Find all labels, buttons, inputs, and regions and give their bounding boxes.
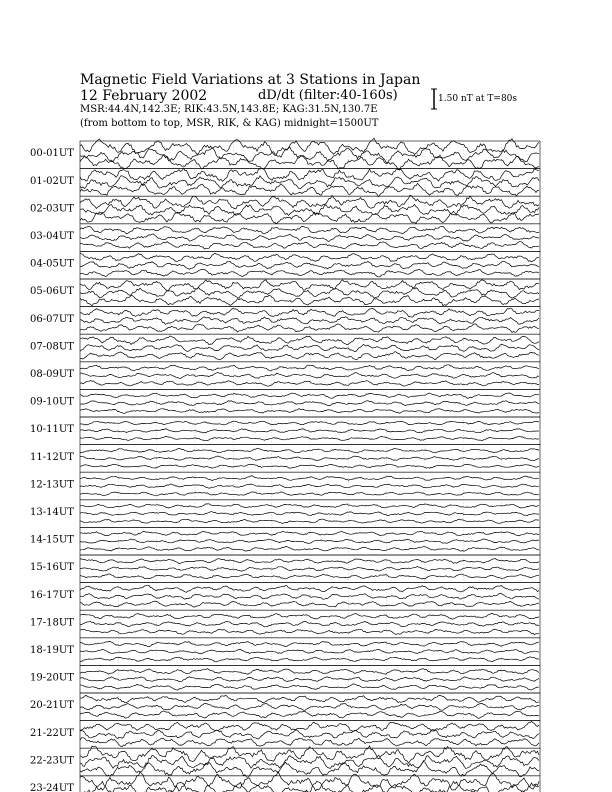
- station-trace: [80, 429, 539, 433]
- station-trace: [80, 183, 539, 196]
- hour-row-label: 21-22UT: [30, 727, 74, 739]
- station-trace: [80, 677, 539, 682]
- hour-row-label: 00-01UT: [30, 148, 74, 160]
- hour-row-label: 23-24UT: [30, 782, 74, 792]
- station-trace: [80, 484, 539, 488]
- station-trace: [80, 226, 539, 234]
- hour-panel: [30, 334, 540, 362]
- panel-frame: [80, 169, 540, 197]
- hour-row-label: 16-17UT: [30, 589, 74, 601]
- station-trace: [80, 409, 539, 414]
- station-trace: [80, 448, 539, 453]
- hour-panel: [30, 224, 540, 252]
- station-trace: [80, 492, 539, 496]
- hour-panel: [30, 362, 540, 390]
- hour-panel: [30, 472, 540, 500]
- hour-panel: [30, 665, 540, 693]
- hour-row-label: 02-03UT: [30, 203, 74, 215]
- hour-row-label: 05-06UT: [30, 286, 74, 298]
- station-trace: [80, 684, 539, 690]
- hour-row-label: 11-12UT: [30, 451, 74, 463]
- station-trace: [80, 730, 539, 739]
- hour-panel: [30, 610, 540, 638]
- hour-row-label: 03-04UT: [30, 230, 74, 242]
- station-trace: [80, 464, 539, 468]
- station-trace: [80, 456, 539, 461]
- panel-frame: [80, 748, 540, 776]
- station-trace: [80, 504, 539, 508]
- station-trace: [80, 781, 539, 792]
- hour-panel: [30, 251, 540, 279]
- panel-frame: [80, 334, 540, 362]
- hour-row-label: 06-07UT: [30, 313, 74, 325]
- station-trace: [80, 703, 539, 710]
- hour-panel: [30, 638, 540, 666]
- hour-panel: [30, 138, 540, 170]
- station-order-note: (from bottom to top, MSR, RIK, & KAG) midnight=1500UT: [80, 118, 379, 129]
- station-trace: [80, 211, 539, 224]
- hour-panel: [30, 389, 540, 417]
- hour-panel: [30, 307, 540, 335]
- station-trace: [80, 373, 539, 379]
- station-trace: [80, 601, 539, 607]
- hour-row-label: 15-16UT: [30, 562, 74, 574]
- panel-frame: [80, 776, 540, 792]
- station-trace: [80, 629, 539, 635]
- hour-panel: [30, 555, 540, 583]
- station-trace: [80, 436, 539, 441]
- hour-row-label: 19-20UT: [30, 672, 74, 684]
- station-trace: [80, 421, 539, 425]
- station-trace: [80, 308, 539, 317]
- hour-row-label: 10-11UT: [30, 424, 74, 436]
- station-coordinates: MSR:44.4N,142.3E; RIK:43.5N,143.8E; KAG:31.5N,130.7E: [80, 104, 378, 115]
- hour-row-label: 20-21UT: [30, 700, 74, 712]
- chart-date: 12 February 2002: [80, 88, 208, 104]
- station-trace: [80, 519, 539, 523]
- station-trace: [80, 722, 539, 732]
- station-trace: [80, 168, 539, 181]
- hour-panel: [30, 445, 540, 473]
- panel-frame: [80, 638, 540, 666]
- panel-frame: [80, 389, 540, 417]
- station-trace: [80, 566, 539, 571]
- station-trace: [80, 138, 539, 154]
- station-trace: [80, 641, 539, 646]
- station-trace: [80, 559, 539, 564]
- hour-panel: [30, 168, 540, 197]
- station-trace: [80, 352, 539, 360]
- station-trace: [80, 772, 539, 791]
- hour-panel: [30, 279, 540, 307]
- station-trace: [80, 621, 539, 626]
- hour-row-label: 01-02UT: [30, 175, 74, 187]
- station-trace: [80, 344, 539, 351]
- station-trace: [80, 613, 539, 619]
- station-trace: [80, 585, 539, 592]
- hour-panel: [30, 195, 540, 224]
- station-trace: [80, 253, 539, 262]
- panel-frame: [80, 417, 540, 445]
- scale-label: 1.50 nT at T=80s: [438, 94, 518, 104]
- station-trace: [80, 711, 539, 719]
- station-trace: [80, 755, 539, 768]
- hour-panel: [30, 721, 540, 749]
- station-trace: [80, 695, 539, 703]
- station-trace: [80, 547, 539, 552]
- hour-panel: [30, 417, 540, 445]
- station-trace: [80, 269, 539, 277]
- hour-row-label: 09-10UT: [30, 396, 74, 408]
- station-trace: [80, 234, 539, 242]
- station-trace: [80, 512, 539, 516]
- component-filter-label: dD/dt (filter:40-160s): [258, 88, 398, 103]
- panel-frame: [80, 665, 540, 693]
- hour-row-label: 13-14UT: [30, 506, 74, 518]
- station-trace: [80, 381, 539, 387]
- station-trace: [80, 762, 539, 778]
- station-trace: [80, 195, 539, 209]
- hour-row-label: 14-15UT: [30, 534, 74, 546]
- hour-panel: [30, 693, 540, 721]
- hour-row-label: 17-18UT: [30, 617, 74, 629]
- station-trace: [80, 393, 539, 398]
- station-trace: [80, 476, 539, 481]
- station-trace: [80, 280, 539, 291]
- station-trace: [80, 401, 539, 406]
- station-trace: [80, 574, 539, 579]
- station-trace: [80, 738, 539, 747]
- hour-row-label: 12-13UT: [30, 479, 74, 491]
- station-trace: [80, 336, 539, 345]
- station-trace: [80, 261, 539, 269]
- station-trace: [80, 669, 539, 675]
- station-trace: [80, 295, 539, 306]
- hour-panel: [30, 583, 540, 611]
- station-trace: [80, 324, 539, 333]
- hour-panel: [30, 500, 540, 528]
- station-trace: [80, 242, 539, 249]
- station-trace: [80, 539, 539, 544]
- station-trace: [80, 317, 539, 325]
- hour-row-label: 18-19UT: [30, 644, 74, 656]
- panel-frame: [80, 610, 540, 638]
- hour-panel: [30, 746, 540, 777]
- hour-row-label: 07-08UT: [30, 341, 74, 353]
- hour-row-label: 08-09UT: [30, 368, 74, 380]
- station-trace: [80, 365, 539, 371]
- station-trace: [80, 593, 539, 599]
- station-trace: [80, 531, 539, 536]
- station-trace: [80, 649, 539, 654]
- station-trace: [80, 657, 539, 662]
- panel-frame: [80, 472, 540, 500]
- chart-title: Magnetic Field Variations at 3 Stations in Japan: [80, 72, 421, 88]
- hour-panel: [30, 527, 540, 555]
- hour-row-label: 22-23UT: [30, 755, 74, 767]
- hour-row-label: 04-05UT: [30, 258, 74, 270]
